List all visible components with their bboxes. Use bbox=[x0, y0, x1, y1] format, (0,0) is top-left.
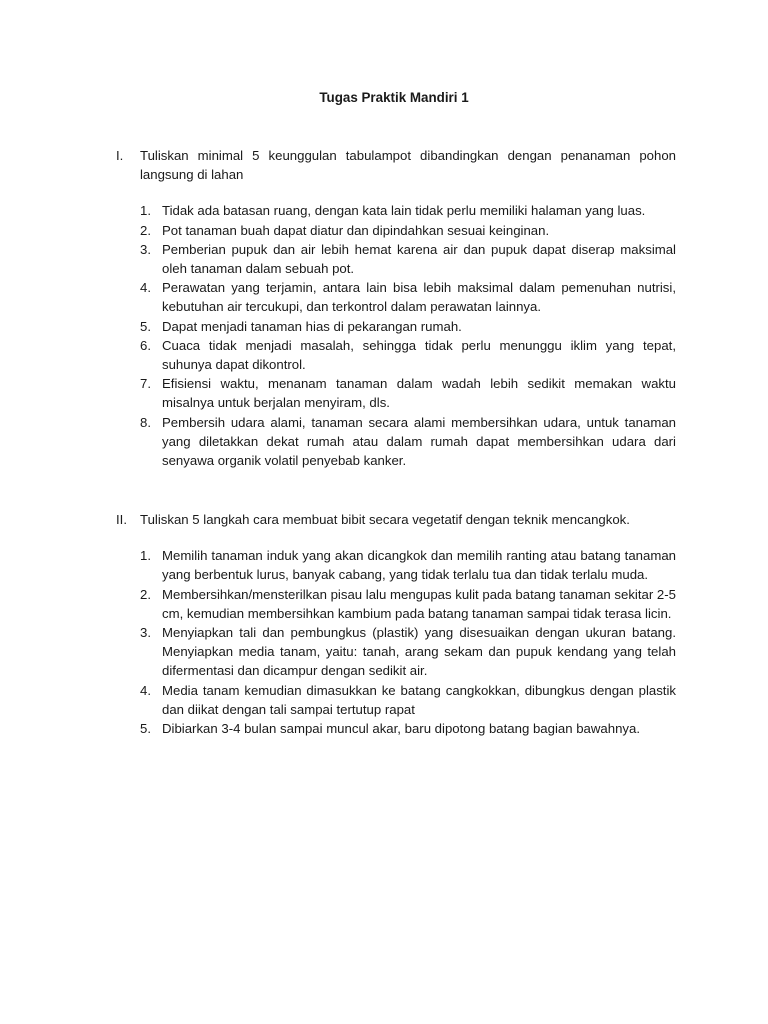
item-text: Memilih tanaman induk yang akan dicangkok dan memilih ranting atau batang tanaman yang berbentuk lurus, banyak cabang, yang tidak terlalu tua dan tidak terlalu muda. bbox=[162, 548, 676, 583]
list-item bbox=[116, 413, 676, 471]
list-item bbox=[116, 719, 676, 738]
list-item bbox=[116, 681, 676, 719]
item-text: Tidak ada batasan ruang, dengan kata lain tidak perlu memiliki halaman yang luas. bbox=[162, 203, 646, 219]
list-item bbox=[116, 623, 676, 681]
answer-list bbox=[116, 201, 676, 470]
list-item bbox=[116, 317, 676, 336]
item-number: 8. bbox=[140, 414, 151, 430]
item-text: Media tanam kemudian dimasukkan ke batang cangkokkan, dibungkus dengan plastik dan diikat dengan tali sampai tertutup rapat bbox=[162, 682, 676, 717]
question-text: Tuliskan minimal 5 keunggulan tabulampot dibandingkan dengan penanaman pohon langsung di lahan bbox=[140, 148, 676, 183]
question-number: II. bbox=[116, 512, 127, 527]
item-number: 2. bbox=[140, 586, 151, 602]
item-text: Membersihkan/mensterilkan pisau lalu mengupas kulit pada batang tanaman sekitar 2-5 cm, kemudian membersihkan kambium pada batang tanaman sampai tidak terasa licin. bbox=[162, 586, 676, 621]
question-text: Tuliskan 5 langkah cara membuat bibit secara vegetatif dengan teknik mencangkok. bbox=[140, 512, 630, 527]
question-row bbox=[116, 510, 676, 529]
item-number: 4. bbox=[140, 280, 151, 296]
item-number: 4. bbox=[140, 682, 151, 698]
item-text: Efisiensi waktu, menanam tanaman dalam wadah lebih sedikit memakan waktu misalnya untuk berjalan menyiram, dls. bbox=[162, 376, 676, 411]
list-item bbox=[116, 546, 676, 584]
item-number: 6. bbox=[140, 337, 151, 353]
page-title: Tugas Praktik Mandiri 1 bbox=[319, 90, 469, 105]
item-number: 3. bbox=[140, 241, 151, 257]
item-text: Cuaca tidak menjadi masalah, sehingga tidak perlu menunggu iklim yang tepat, suhunya dapat dikontrol. bbox=[162, 337, 676, 373]
list-item bbox=[116, 221, 676, 240]
list-item bbox=[116, 240, 676, 278]
section-2 bbox=[116, 510, 676, 738]
item-number: 2. bbox=[140, 222, 151, 238]
item-text: Pot tanaman buah dapat diatur dan dipindahkan sesuai keinginan. bbox=[162, 222, 550, 238]
item-number: 7. bbox=[140, 376, 151, 392]
item-text: Perawatan yang terjamin, antara lain bisa lebih maksimal dalam pemenuhan nutrisi, kebutuhan air tercukupi, dan terkontrol dalam perawatan lainnya. bbox=[162, 280, 676, 315]
list-item bbox=[116, 374, 676, 412]
item-number: 5. bbox=[140, 721, 151, 737]
item-text: Dapat menjadi tanaman hias di pekarangan rumah. bbox=[162, 318, 462, 334]
question-row bbox=[116, 146, 676, 184]
item-text: Pemberian pupuk dan air lebih hemat karena air dan pupuk dapat diserap maksimal oleh tanaman dalam sebuah pot. bbox=[162, 241, 676, 277]
question-number: I. bbox=[116, 148, 124, 163]
item-number: 3. bbox=[140, 625, 151, 641]
item-number: 1. bbox=[140, 548, 151, 564]
list-item bbox=[116, 201, 676, 220]
item-number: 1. bbox=[140, 203, 151, 219]
list-item bbox=[116, 278, 676, 316]
item-text: Pembersih udara alami, tanaman secara alami membersihkan udara, untuk tanaman yang diletakkan dekat rumah atau dalam rumah dapat membersihkan udara dari senyawa organik volatil penyebab kanker. bbox=[162, 414, 676, 469]
section-1 bbox=[116, 146, 676, 470]
answer-list bbox=[116, 546, 676, 738]
item-text: Menyiapkan tali dan pembungkus (plastik) yang disesuaikan dengan ukuran batang. Menyiapkan media tanam, yaitu: tanah, arang sekam dan pupuk kendang yang telah difermentasi dan dicampur dengan sedikit air. bbox=[162, 625, 676, 679]
item-text: Dibiarkan 3-4 bulan sampai muncul akar, baru dipotong batang bagian bawahnya. bbox=[162, 721, 641, 737]
list-item bbox=[116, 336, 676, 374]
item-number: 5. bbox=[140, 318, 151, 334]
list-item bbox=[116, 585, 676, 623]
